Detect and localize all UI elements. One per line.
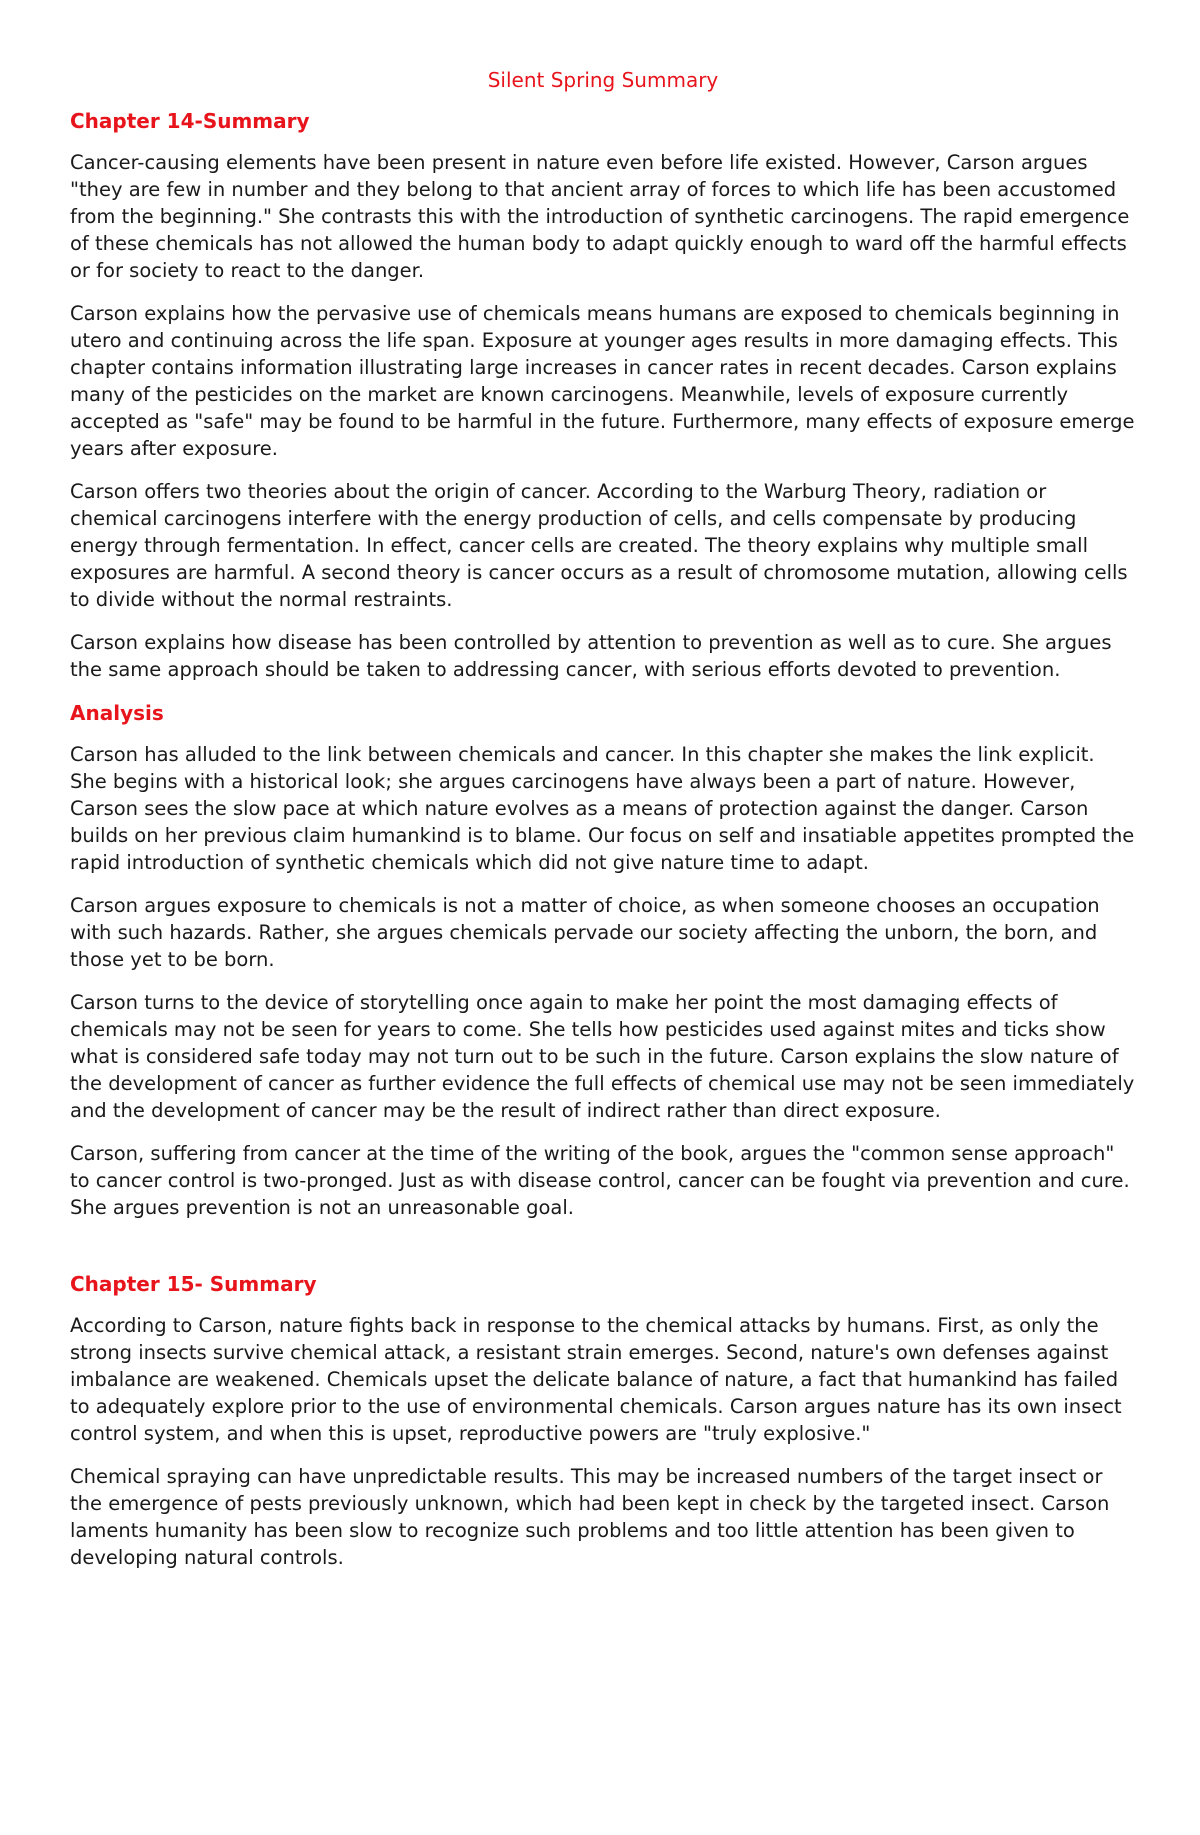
document-title: Silent Spring Summary [487, 68, 719, 92]
section-chapter-14-summary [70, 107, 1136, 683]
section-analysis [70, 699, 1136, 1221]
section-heading: Chapter 14-Summary [70, 109, 310, 133]
paragraph: Carson turns to the device of storytelling once again to make her point the most damaging effects of chemicals may not be seen for years to come. She tells how pesticides used against mites and ticks show what is considered safe today may not turn out to be such in the future. Carson explains the slow nature of the development of cancer as further evidence the full effects of chemical use may not be seen immediately and the development of cancer may be the result of indirect rather than direct exposure. [70, 991, 1135, 1122]
paragraph: Carson, suffering from cancer at the time of the writing of the book, argues the "common sense approach" to cancer control is two-pronged. Just as with disease control, cancer can be fought via prevention and cure. She argues prevention is not an unreasonable goal. [70, 1142, 1130, 1219]
paragraph: According to Carson, nature fights back in response to the chemical attacks by humans. First, as only the strong insects survive chemical attack, a resistant strain emerges. Second, nature's own defenses against imbalance are weakened. Chemicals upset the delicate balance of nature, a fact that humankind has failed to adequately explore prior to the use of environmental chemicals. Carson argues nature has its own insect control system, and when this is upset, reproductive powers are "truly explosive." [70, 1314, 1122, 1445]
paragraph: Chemical spraying can have unpredictable results. This may be increased numbers of the target insect or the emergence of pests previously unknown, which had been kept in check by the targeted insect. Carson laments humanity has been slow to recognize such problems and too little attention has been given to developing natural controls. [70, 1465, 1110, 1569]
paragraph: Carson has alluded to the link between chemicals and cancer. In this chapter she makes the link explicit. She begins with a historical look; she argues carcinogens have always been a part of nature. However, Carson sees the slow pace at which nature evolves as a means of protection against the danger. Carson builds on her previous claim humankind is to blame. Our focus on self and insatiable appetites prompted the rapid introduction of synthetic chemicals which did not give nature time to adapt. [70, 743, 1135, 874]
section-chapter-15-summary [70, 1270, 1136, 1571]
document-content [70, 66, 1136, 1587]
paragraph: Carson explains how disease has been controlled by attention to prevention as well as to cure. She argues the same approach should be taken to addressing cancer, with serious efforts devoted to prevention. [70, 631, 1112, 681]
section-heading: Analysis [70, 701, 164, 725]
paragraph: Cancer-causing elements have been present in nature even before life existed. However, Carson argues "they are few in number and they belong to that ancient array of forces to which life has been accustomed from the beginning." She contrasts this with the introduction of synthetic carcinogens. The rapid emergence of these chemicals has not allowed the human body to adapt quickly enough to ward off the harmful effects or for society to react to the danger. [70, 151, 1130, 282]
paragraph: Carson argues exposure to chemicals is not a matter of choice, as when someone chooses an occupation with such hazards. Rather, she argues chemicals pervade our society affecting the unborn, the born, and those yet to be born. [70, 894, 1100, 971]
paragraph: Carson offers two theories about the origin of cancer. According to the Warburg Theory, radiation or chemical carcinogens interfere with the energy production of cells, and cells compensate by producing energy through fermentation. In effect, cancer cells are created. The theory explains why multiple small exposures are harmful. A second theory is cancer occurs as a result of chromosome mutation, allowing cells to divide without the normal restraints. [70, 480, 1128, 611]
section-heading: Chapter 15- Summary [70, 1272, 317, 1296]
paragraph: Carson explains how the pervasive use of chemicals means humans are exposed to chemicals beginning in utero and continuing across the life span. Exposure at younger ages results in more damaging effects. This chapter contains information illustrating large increases in cancer rates in recent decades. Carson explains many of the pesticides on the market are known carcinogens. Meanwhile, levels of exposure currently accepted as "safe" may be found to be harmful in the future. Furthermore, many effects of exposure emerge years after exposure. [70, 302, 1135, 460]
